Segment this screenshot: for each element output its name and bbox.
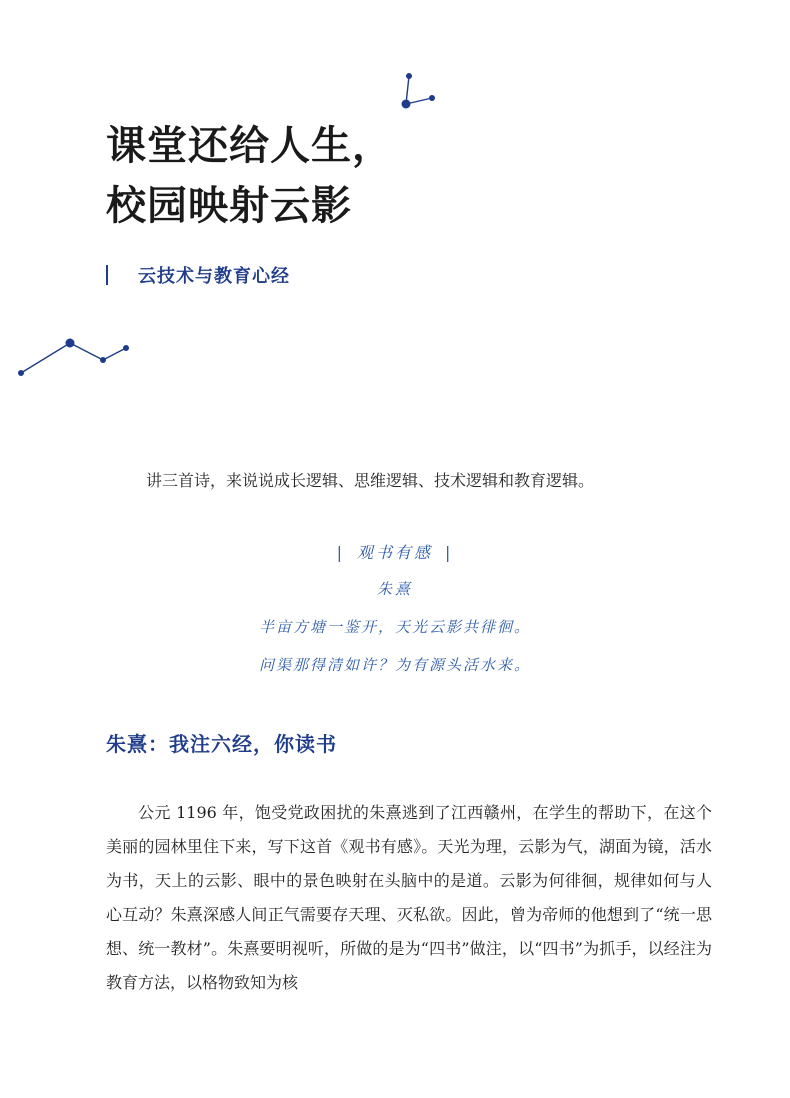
poem-title: 观书有感 [356,543,433,562]
subtitle: 云技术与教育心经 [138,266,290,287]
section-heading: 朱熹：我注六经，你读书 [106,732,337,756]
poem-author: 朱熹 [376,580,413,598]
poem-line: 问渠那得清如许？为有源头活水来。 [258,656,531,674]
title-line-1: 课堂还给人生， [106,123,393,169]
body-paragraph: 公元 1196 年，饱受党政困扰的朱熹逃到了江西赣州，在学生的帮助下，在这个美丽的园林里住下来，写下这首《观书有感》。天光为理，云影为气，湖面为镜，活水为书，天上的云影、眼中的景色映射在头脑中的是道。云影为何徘徊，规律如何与人心互动？朱熹深感人间正气需要存天理、灭私欲。因此，曾为帝师的他想到了“统一思想、统一教材”。朱熹要明视听，所做的是为“四书”做注，以“四书”为抓手，以经注为教育方法，以格物致知为核 [106,803,712,992]
intro-paragraph: 讲三首诗，来说说成长逻辑、思维逻辑、技术逻辑和教育逻辑。 [146,471,595,490]
subtitle-row [106,262,290,288]
title-line-2: 校园映射云影 [106,183,352,229]
page-title [106,116,393,236]
poem-title-bar-left: | [336,543,345,562]
constellation-decoration-top [392,66,442,112]
constellation-decoration-left [14,334,134,380]
subtitle-divider [106,265,108,285]
poem-title-bar-right: | [445,543,454,562]
poem-line: 半亩方塘一鉴开，天光云影共徘徊。 [258,618,531,636]
poem-title-row [0,540,790,563]
